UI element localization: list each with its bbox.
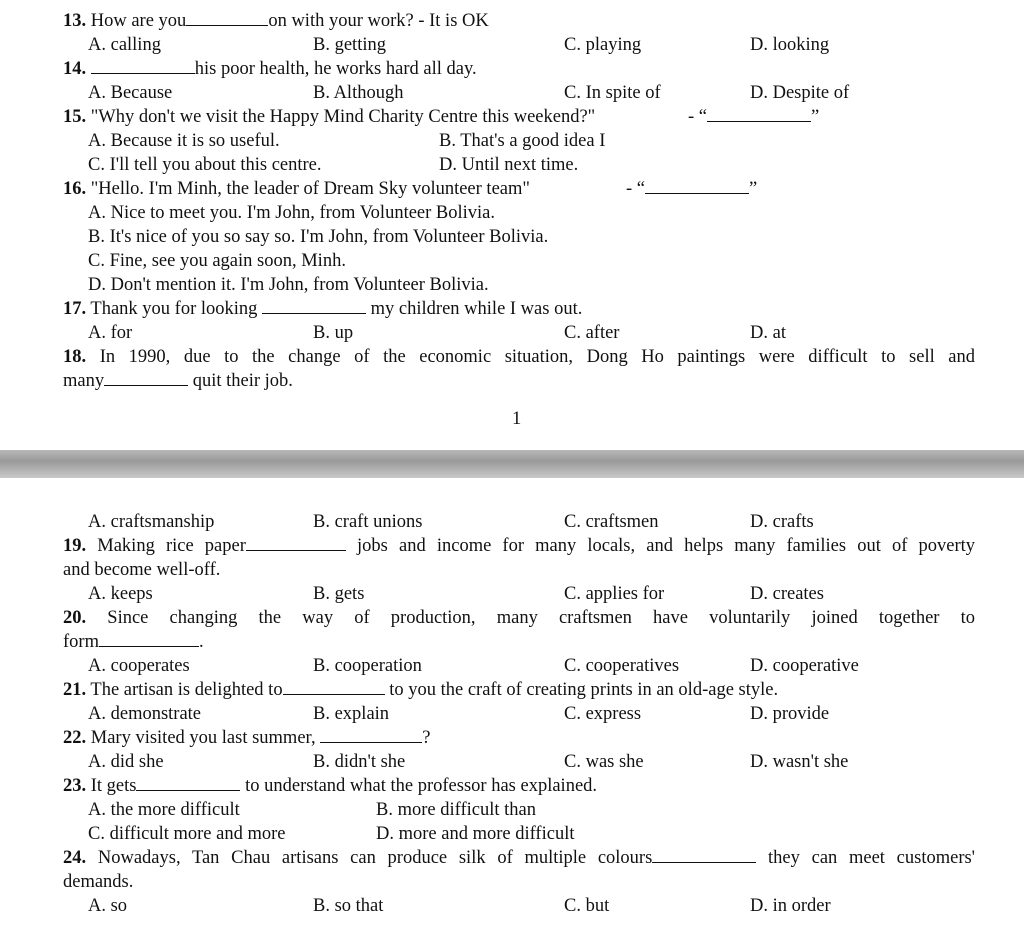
option-a: A. craftsmanship — [88, 512, 215, 532]
option-b: B. It's nice of you so say so. I'm John, from Volunteer Bolivia. — [88, 227, 549, 247]
option-a: A. keeps — [88, 584, 153, 604]
option-d: D. at — [750, 323, 786, 343]
question-15: 15. "Why don't we visit the Happy Mind Charity Centre this weekend?" — [63, 107, 596, 127]
option-d: D. cooperative — [750, 656, 859, 676]
page-separator — [0, 450, 1024, 478]
option-b: B. didn't she — [313, 752, 406, 772]
question-17: 17. Thank you for looking my children while I was out. — [63, 299, 583, 319]
option-d: D. looking — [750, 35, 830, 55]
question-20: 20. Since changing the way of production, many craftsmen have voluntarily joined together to — [63, 608, 976, 628]
option-a: A. Because — [88, 83, 173, 103]
option-b: B. Although — [313, 83, 404, 103]
option-a: A. cooperates — [88, 656, 190, 676]
option-d: D. more and more difficult — [376, 824, 575, 844]
answer-blank — [707, 106, 811, 122]
option-b: B. up — [313, 323, 354, 343]
question-19-line-2: and become well-off. — [63, 560, 221, 580]
answer-blank — [246, 535, 346, 551]
question-18-line-2: many quit their job. — [63, 371, 293, 391]
page-number: 1 — [512, 409, 522, 429]
answer-blank — [283, 679, 385, 695]
worksheet-page-1 — [0, 0, 1024, 450]
answer-blank — [645, 178, 749, 194]
question-18: 18. In 1990, due to the change of the economic situation, Dong Ho paintings were difficult to sell and — [63, 347, 976, 367]
answer-blank — [652, 847, 756, 863]
option-c: C. I'll tell you about this centre. — [88, 155, 322, 175]
question-14: 14. his poor health, he works hard all day. — [63, 59, 477, 79]
option-a: A. the more difficult — [88, 800, 240, 820]
option-c: C. cooperatives — [564, 656, 680, 676]
option-d: D. Until next time. — [439, 155, 579, 175]
question-21: 21. The artisan is delighted to to you the craft of creating prints in an old-age style. — [63, 680, 779, 700]
option-b: B. more difficult than — [376, 800, 536, 820]
option-b: B. explain — [313, 704, 390, 724]
option-c: C. express — [564, 704, 642, 724]
option-c: C. but — [564, 896, 610, 916]
option-b: B. getting — [313, 35, 386, 55]
question-15-response: - “ ” — [688, 107, 820, 127]
option-d: D. Despite of — [750, 83, 850, 103]
question-24: 24. Nowadays, Tan Chau artisans can produce silk of multiple colours they can meet customers' — [63, 848, 976, 868]
worksheet-page-2 — [0, 478, 1024, 945]
option-c: C. after — [564, 323, 620, 343]
option-b: B. gets — [313, 584, 365, 604]
answer-blank — [136, 775, 240, 791]
question-23: 23. It gets to understand what the professor has explained. — [63, 776, 598, 796]
option-c: C. craftsmen — [564, 512, 659, 532]
option-d: D. wasn't she — [750, 752, 849, 772]
question-20-line-2: form . — [63, 632, 204, 652]
answer-blank — [91, 58, 195, 74]
option-d: D. provide — [750, 704, 830, 724]
answer-blank — [320, 727, 422, 743]
question-16-response: - “ ” — [626, 179, 758, 199]
option-c: C. difficult more and more — [88, 824, 286, 844]
question-22: 22. Mary visited you last summer, ? — [63, 728, 431, 748]
option-c: C. applies for — [564, 584, 665, 604]
answer-blank — [99, 631, 199, 647]
option-a: A. so — [88, 896, 128, 916]
option-d: D. crafts — [750, 512, 814, 532]
question-19: 19. Making rice paper jobs and income for many locals, and helps many families out of poverty — [63, 536, 976, 556]
option-a: A. did she — [88, 752, 164, 772]
option-a: A. Nice to meet you. I'm John, from Volunteer Bolivia. — [88, 203, 496, 223]
option-b: B. so that — [313, 896, 384, 916]
answer-blank — [262, 298, 366, 314]
question-16: 16. "Hello. I'm Minh, the leader of Dream Sky volunteer team" — [63, 179, 530, 199]
question-13: 13. How are you on with your work? - It is OK — [63, 11, 489, 31]
option-a: A. demonstrate — [88, 704, 202, 724]
answer-blank — [104, 370, 188, 386]
option-a: A. calling — [88, 35, 161, 55]
option-a: A. for — [88, 323, 133, 343]
option-b: B. cooperation — [313, 656, 422, 676]
question-24-line-2: demands. — [63, 872, 134, 892]
option-c: C. Fine, see you again soon, Minh. — [88, 251, 346, 271]
option-c: C. was she — [564, 752, 644, 772]
option-d: D. in order — [750, 896, 831, 916]
option-d: D. Don't mention it. I'm John, from Volunteer Bolivia. — [88, 275, 489, 295]
option-c: C. playing — [564, 35, 642, 55]
option-a: A. Because it is so useful. — [88, 131, 280, 151]
option-b: B. That's a good idea I — [439, 131, 606, 151]
option-b: B. craft unions — [313, 512, 423, 532]
answer-blank — [186, 10, 268, 26]
option-c: C. In spite of — [564, 83, 661, 103]
option-d: D. creates — [750, 584, 824, 604]
